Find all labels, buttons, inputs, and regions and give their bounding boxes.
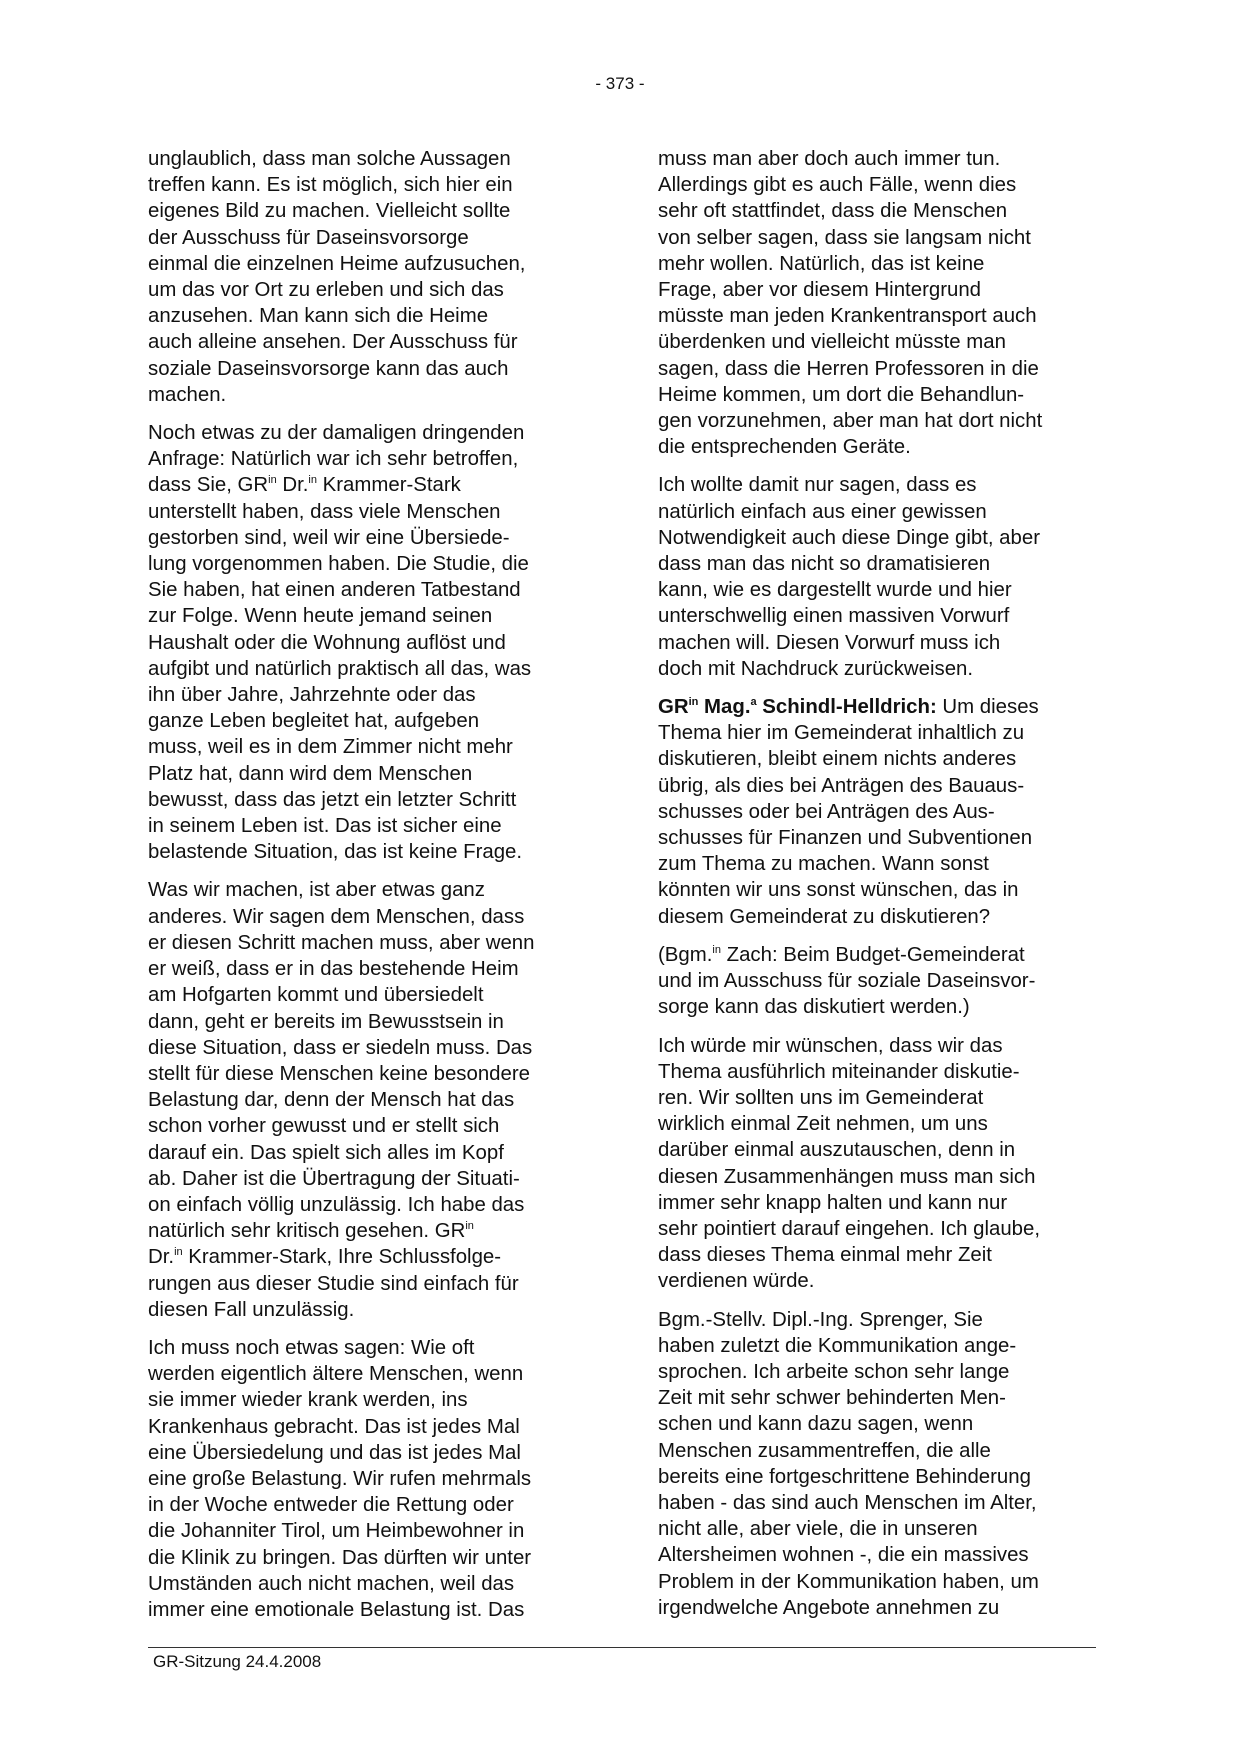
text-run: natürlich sehr kritisch gesehen. GR [148, 1220, 466, 1243]
text-line: Notwendigkeit auch diese Dinge gibt, aber [658, 526, 1040, 549]
text-line: die entsprechenden Geräte. [658, 436, 911, 459]
text-line: diese Situation, dass er siedeln muss. Das [148, 1036, 533, 1059]
text-line: schusses für Finanzen und Subventionen [658, 827, 1033, 850]
paragraph [658, 1033, 1074, 1295]
text-line: schon vorher gewusst und er stellt sich [148, 1115, 500, 1138]
page-number: - 373 - [595, 74, 645, 93]
text-line: gen vorzunehmen, aber man hat dort nicht [658, 410, 1043, 433]
text-line: verdienen würde. [658, 1270, 815, 1293]
text-line: diesem Gemeinderat zu diskutieren? [658, 905, 991, 928]
text-line: haben zuletzt die Kommunikation ange- [658, 1334, 1017, 1357]
text-line: unglaublich, dass man solche Aussagen [148, 148, 511, 170]
superscript: in [465, 1220, 474, 1233]
text-line: unterschwellig einen massiven Vorwurf [658, 605, 1010, 628]
text-line: einmal die einzelnen Heime aufzusuchen, [148, 252, 526, 275]
text-line: diskutieren, bleibt einem nichts anderes [658, 748, 1017, 771]
text-line: und im Ausschuss für soziale Daseinsvor- [658, 970, 1036, 993]
text-line: sagen, dass die Herren Professoren in die [658, 357, 1039, 380]
text-line: sehr oft stattfindet, dass die Menschen [658, 200, 1008, 223]
text-line: eine Übersiedelung und das ist jedes Mal [148, 1441, 521, 1464]
superscript: in [308, 474, 317, 487]
paragraph [658, 1307, 1074, 1621]
paragraph [148, 877, 564, 1322]
text-line: Umständen auch nicht machen, weil das [148, 1572, 515, 1595]
text-line: mehr wollen. Natürlich, das ist keine [658, 252, 985, 275]
text-line: dass dieses Thema einmal mehr Zeit [658, 1244, 992, 1267]
text-line: könnten wir uns sonst wünschen, das in [658, 879, 1019, 902]
text-line: die Klinik zu bringen. Das dürften wir unter [148, 1546, 532, 1569]
text-line: Haushalt oder die Wohnung auflöst und [148, 631, 506, 654]
text-line: rungen aus dieser Studie sind einfach für [148, 1272, 519, 1295]
speaker-name [658, 696, 937, 718]
text-line: Thema hier im Gemeinderat inhaltlich zu [658, 722, 1025, 745]
text-line: bewusst, dass das jetzt ein letzter Schritt [148, 788, 517, 811]
text-line: muss, weil es in dem Zimmer nicht mehr [148, 736, 513, 759]
superscript: in [174, 1246, 183, 1259]
text-line: ganze Leben begleitet hat, aufgeben [148, 710, 480, 733]
text-line: um das vor Ort zu erleben und sich das [148, 279, 504, 302]
text-line: sprochen. Ich arbeite schon sehr lange [658, 1360, 1010, 1383]
text-line [658, 942, 1074, 968]
text-line: der Ausschuss für Daseinsvorsorge [148, 226, 469, 249]
text-line: natürlich einfach aus einer gewissen [658, 500, 987, 523]
superscript: in [712, 944, 721, 957]
text-line: lung vorgenommen haben. Die Studie, die [148, 553, 529, 576]
text-run: Krammer-Stark [316, 474, 461, 497]
text-run: Um dieses [936, 696, 1039, 719]
text-line: auch alleine ansehen. Der Ausschuss für [148, 331, 518, 354]
text-line: überdenken und vielleicht müsste man [658, 331, 1006, 354]
text-line: in der Woche entweder die Rettung oder [148, 1494, 514, 1517]
text-run: dass Sie, GR [148, 474, 269, 497]
text-line: anderes. Wir sagen dem Menschen, dass [148, 905, 525, 928]
text-line: sorge kann das diskutiert werden.) [658, 996, 970, 1019]
text-line: von selber sagen, dass sie langsam nicht [658, 226, 1031, 249]
text-line: werden eigentlich ältere Menschen, wenn [148, 1363, 524, 1386]
text-line: Was wir machen, ist aber etwas ganz [148, 879, 485, 902]
text-line: Krankenhaus gebracht. Das ist jedes Mal [148, 1415, 520, 1438]
text-line: Allerdings gibt es auch Fälle, wenn dies [658, 174, 1017, 197]
text-line: nicht alle, aber viele, die in unseren [658, 1518, 978, 1541]
text-line: machen. [148, 383, 227, 406]
left-column [148, 146, 564, 1623]
text-line: Ich wollte damit nur sagen, dass es [658, 474, 977, 497]
paragraph [148, 1335, 564, 1623]
superscript: in [268, 474, 277, 487]
text-run: Dr. [276, 474, 309, 497]
text-line: on einfach völlig unzulässig. Ich habe das [148, 1193, 525, 1216]
text-line: ihn über Jahre, Jahrzehnte oder das [148, 684, 476, 707]
footer-session-date: GR-Sitzung 24.4.2008 [153, 1652, 322, 1671]
text-line: Bgm.-Stellv. Dipl.-Ing. Sprenger, Sie [658, 1308, 983, 1331]
text-line: belastende Situation, das ist keine Frage. [148, 841, 523, 864]
text-run: (Bgm. [658, 943, 713, 966]
text-line: diesen Fall unzulässig. [148, 1298, 355, 1321]
text-line: Problem in der Kommunikation haben, um [658, 1570, 1039, 1593]
text-line: übrig, als dies bei Anträgen des Bauaus- [658, 774, 1025, 797]
interjection [658, 942, 1074, 1021]
text-line: Menschen zusammentreffen, die alle [658, 1439, 991, 1462]
paragraph [658, 146, 1074, 460]
text-line: Platz hat, dann wird dem Menschen [148, 762, 473, 785]
text-line: stellt für diese Menschen keine besondere [148, 1062, 530, 1085]
text-line: Thema ausführlich miteinander diskutie- [658, 1060, 1020, 1083]
text-line: Altersheimen wohnen -, die ein massives [658, 1544, 1029, 1567]
paragraph [658, 694, 1074, 930]
text-line: treffen kann. Es ist möglich, sich hier ein [148, 174, 513, 197]
superscript: in [688, 696, 699, 709]
text-line [148, 472, 564, 498]
text-run: Schindl-Helldrich: [756, 696, 937, 719]
text-line: muss man aber doch auch immer tun. [658, 148, 1001, 170]
text-line: wirklich einmal Zeit nehmen, um uns [658, 1113, 988, 1136]
paragraph [658, 472, 1074, 682]
text-line: darüber einmal auszutauschen, denn in [658, 1139, 1016, 1162]
text-line: ab. Daher ist die Übertragung der Situati- [148, 1167, 520, 1190]
text-line: schusses oder bei Anträgen des Aus- [658, 800, 995, 823]
text-line: immer sehr knapp halten und kann nur [658, 1191, 1008, 1214]
paragraph [148, 146, 564, 408]
text-line: eine große Belastung. Wir rufen mehrmals [148, 1467, 532, 1490]
text-line: zur Folge. Wenn heute jemand seinen [148, 605, 493, 628]
text-line: Noch etwas zu der damaligen dringenden [148, 422, 525, 445]
text-line: die Johanniter Tirol, um Heimbewohner in [148, 1520, 525, 1543]
text-line: aufgibt und natürlich praktisch all das, was [148, 657, 532, 680]
text-line [148, 1244, 564, 1270]
text-line: er weiß, dass er in das bestehende Heim [148, 958, 519, 981]
text-line: eigenes Bild zu machen. Vielleicht sollte [148, 200, 511, 223]
text-line: Zeit mit sehr schwer behinderten Men- [658, 1387, 1006, 1410]
text-line: Ich würde mir wünschen, dass wir das [658, 1034, 1003, 1057]
text-run: Zach: Beim Budget-Gemeinderat [720, 943, 1025, 966]
text-line: sehr pointiert darauf eingehen. Ich glaube, [658, 1217, 1041, 1240]
text-run: Dr. [148, 1246, 175, 1269]
text-run: Mag. [698, 696, 751, 719]
text-line: bereits eine fortgeschrittene Behinderung [658, 1465, 1031, 1488]
text-line: machen will. Diesen Vorwurf muss ich [658, 631, 1001, 654]
text-line: immer eine emotionale Belastung ist. Das [148, 1598, 525, 1621]
text-line: am Hofgarten kommt und übersiedelt [148, 984, 484, 1007]
right-column [658, 146, 1074, 1621]
text-line: haben - das sind auch Menschen im Alter, [658, 1491, 1037, 1514]
text-line [148, 1218, 564, 1244]
text-line: er diesen Schritt machen muss, aber wenn [148, 931, 535, 954]
text-line: darauf ein. Das spielt sich alles im Kopf [148, 1141, 504, 1164]
text-run: Krammer-Stark, Ihre Schlussfolge- [182, 1246, 502, 1269]
text-line: Sie haben, hat einen anderen Tatbestand [148, 579, 521, 602]
text-line: irgendwelche Angebote annehmen zu [658, 1596, 1000, 1619]
footer-divider [148, 1647, 1096, 1648]
paragraph [148, 420, 564, 865]
text-line: doch mit Nachdruck zurückweisen. [658, 657, 974, 680]
text-line: soziale Daseinsvorsorge kann das auch [148, 357, 509, 380]
superscript: a [750, 696, 757, 709]
text-line: Frage, aber vor diesem Hintergrund [658, 279, 982, 302]
text-line: Heime kommen, um dort die Behandlun- [658, 383, 1025, 406]
text-line: sie immer wieder krank werden, ins [148, 1389, 468, 1412]
text-line: dann, geht er bereits im Bewusstsein in [148, 1010, 504, 1033]
text-line: unterstellt haben, dass viele Menschen [148, 500, 501, 523]
text-line: müsste man jeden Krankentransport auch [658, 305, 1037, 328]
text-line: kann, wie es dargestellt wurde und hier [658, 579, 1012, 602]
text-line: anzusehen. Man kann sich die Heime [148, 305, 489, 328]
text-line: dass man das nicht so dramatisieren [658, 553, 991, 576]
text-line: Anfrage: Natürlich war ich sehr betroffen, [148, 448, 519, 471]
text-line: in seinem Leben ist. Das ist sicher eine [148, 815, 502, 838]
text-line: gestorben sind, weil wir eine Übersiede- [148, 526, 510, 549]
text-line: ren. Wir sollten uns im Gemeinderat [658, 1086, 984, 1109]
text-line: zum Thema zu machen. Wann sonst [658, 853, 989, 876]
text-line: diesen Zusammenhängen muss man sich [658, 1165, 1036, 1188]
text-line: Belastung dar, denn der Mensch hat das [148, 1089, 515, 1112]
text-line: schen und kann dazu sagen, wenn [658, 1413, 974, 1436]
text-run: GR [658, 696, 689, 719]
text-line: Ich muss noch etwas sagen: Wie oft [148, 1336, 475, 1359]
text-line [658, 694, 1074, 720]
